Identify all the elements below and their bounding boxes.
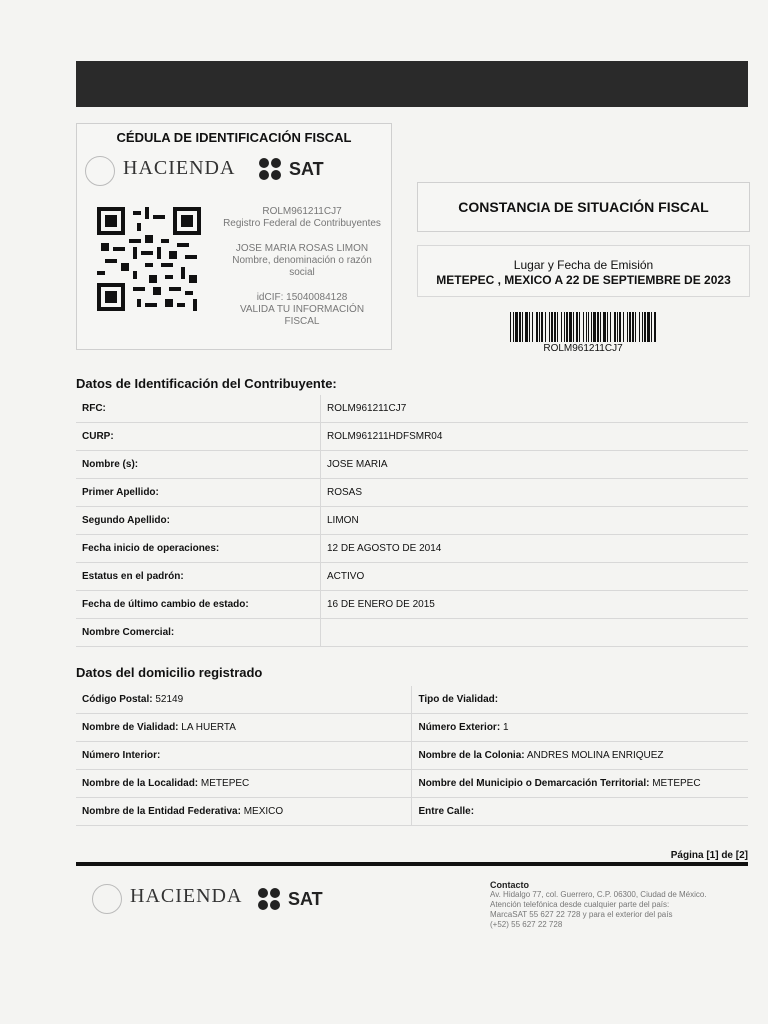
field-label: Nombre de la Entidad Federativa: — [82, 806, 241, 817]
barcode-bar — [536, 312, 538, 342]
barcode-bar — [573, 312, 574, 342]
barcode-bar — [522, 312, 523, 342]
field-value — [321, 619, 749, 647]
cedula-rfc: ROLM961211CJ7 — [262, 206, 342, 217]
field-value: ROLM961211HDFSMR04 — [321, 423, 749, 451]
top-header-bar — [76, 61, 748, 107]
contacto-title: Contacto — [490, 880, 529, 890]
constancia-box — [417, 182, 750, 232]
footer-hacienda-text: HACIENDA — [130, 885, 243, 907]
field-label: Número Exterior: — [418, 722, 501, 733]
barcode-bar — [600, 312, 601, 342]
table-row — [76, 395, 748, 423]
table-row — [76, 423, 748, 451]
field-label: Nombre (s): — [76, 451, 321, 479]
emision-box — [417, 245, 750, 297]
barcode-bar — [549, 312, 550, 342]
barcode-bar — [635, 312, 636, 342]
table-row — [76, 770, 748, 798]
field-label: CURP: — [76, 423, 321, 451]
barcode-bar — [593, 312, 596, 342]
identificacion-table — [76, 395, 748, 647]
field-value: LIMON — [321, 507, 749, 535]
field-label: Nombre de la Localidad: — [82, 778, 199, 789]
barcode-bar — [651, 312, 652, 342]
field-value: ANDRES MOLINA ENRIQUEZ — [526, 750, 664, 761]
contacto-line: Atención telefónica desde cualquier parte del país: — [490, 900, 670, 909]
table-row — [76, 479, 748, 507]
field-value: 1 — [502, 722, 509, 733]
table-row — [76, 451, 748, 479]
field-label: Código Postal: — [82, 694, 153, 705]
footer-sat-text: SAT — [288, 889, 323, 909]
barcode-bar — [564, 312, 565, 342]
barcode-bar — [566, 312, 568, 342]
address-cell — [76, 798, 412, 826]
barcode-bar — [545, 312, 546, 342]
barcode-bar — [561, 312, 562, 342]
field-label: RFC: — [76, 395, 321, 423]
address-cell — [412, 770, 748, 798]
field-label: Tipo de Vialidad: — [418, 694, 499, 705]
cedula-idcif: idCIF: 15040084128 — [256, 292, 348, 303]
barcode-bar — [586, 312, 587, 342]
address-cell — [76, 686, 412, 714]
address-cell — [76, 714, 412, 742]
footer-sat-dots-icon — [258, 888, 284, 910]
barcode-bar — [532, 312, 533, 342]
cedula-valida: VALIDA TU INFORMACIÓN — [239, 304, 365, 315]
qr-code-icon — [97, 206, 201, 312]
seal-icon — [85, 156, 115, 186]
field-value: METEPEC — [200, 778, 250, 789]
table-row — [76, 742, 748, 770]
table-row — [76, 507, 748, 535]
barcode-bar — [627, 312, 628, 342]
field-label: Estatus en el padrón: — [76, 563, 321, 591]
cedula-name: JOSE MARIA ROSAS LIMON — [235, 243, 369, 254]
field-label: Segundo Apellido: — [76, 507, 321, 535]
address-cell — [76, 770, 412, 798]
field-label: Entre Calle: — [418, 806, 475, 817]
barcode-bar — [551, 312, 553, 342]
table-row — [76, 535, 748, 563]
contacto-line: MarcaSAT 55 627 22 728 y para el exterior del país — [490, 910, 673, 919]
cedula-card — [76, 123, 392, 350]
footer-rule — [76, 862, 748, 866]
field-value: 52149 — [155, 694, 184, 705]
cedula-title: CÉDULA DE IDENTIFICACIÓN FISCAL — [116, 130, 352, 145]
address-cell — [76, 742, 412, 770]
barcode-bar — [644, 312, 646, 342]
field-label: Nombre de Vialidad: — [82, 722, 179, 733]
identificacion-title: Datos de Identificación del Contribuyente: — [76, 376, 337, 391]
table-row — [76, 591, 748, 619]
barcode-bar — [642, 312, 643, 342]
barcode-icon — [510, 312, 656, 342]
field-label: Nombre Comercial: — [76, 619, 321, 647]
field-value: METEPEC — [652, 778, 701, 789]
address-cell — [412, 742, 748, 770]
field-label: Nombre de la Colonia: — [418, 750, 525, 761]
field-label: Primer Apellido: — [76, 479, 321, 507]
barcode-bar — [554, 312, 556, 342]
sat-dots-icon — [259, 158, 285, 180]
barcode-bar — [647, 312, 650, 342]
table-row — [76, 686, 748, 714]
barcode-text: ROLM961211CJ7 — [543, 343, 623, 354]
field-label: Fecha de último cambio de estado: — [76, 591, 321, 619]
barcode-bar — [619, 312, 621, 342]
table-row — [76, 619, 748, 647]
table-row — [76, 798, 748, 826]
barcode-bar — [579, 312, 580, 342]
field-value: JOSE MARIA — [321, 451, 749, 479]
barcode-bar — [588, 312, 589, 342]
barcode-bar — [515, 312, 518, 342]
domicilio-title: Datos del domicilio registrado — [76, 665, 263, 680]
table-row — [76, 714, 748, 742]
address-cell — [412, 714, 748, 742]
barcode-bar — [654, 312, 656, 342]
barcode-bar — [541, 312, 543, 342]
field-label: Fecha inicio de operaciones: — [76, 535, 321, 563]
barcode-bar — [525, 312, 528, 342]
field-value: ROSAS — [321, 479, 749, 507]
cedula-name-caption-2: social — [289, 267, 315, 278]
barcode-bar — [623, 312, 624, 342]
barcode-bar — [513, 312, 514, 342]
address-cell — [412, 798, 748, 826]
cedula-name-caption: Nombre, denominación o razón — [232, 255, 372, 266]
hacienda-logo — [85, 156, 240, 182]
barcode-bar — [610, 312, 611, 342]
field-value: ACTIVO — [321, 563, 749, 591]
barcode-bar — [519, 312, 521, 342]
sat-logo-text: SAT — [289, 159, 324, 179]
field-value: MEXICO — [243, 806, 284, 817]
barcode-bar — [557, 312, 558, 342]
constancia-title: CONSTANCIA DE SITUACIÓN FISCAL — [458, 199, 709, 215]
barcode-bar — [510, 312, 511, 342]
contacto-line: Av. Hidalgo 77, col. Guerrero, C.P. 06300, Ciudad de México. — [490, 890, 707, 899]
barcode-bar — [597, 312, 599, 342]
barcode-bar — [591, 312, 592, 342]
field-value: 16 DE ENERO DE 2015 — [321, 591, 749, 619]
table-row — [76, 563, 748, 591]
cedula-rfc-caption: Registro Federal de Contribuyentes — [223, 218, 381, 229]
footer-seal-icon — [92, 884, 122, 914]
barcode-bar — [539, 312, 540, 342]
barcode-bar — [617, 312, 618, 342]
footer-sat-logo — [258, 886, 378, 916]
sat-logo — [259, 156, 369, 182]
barcode-bar — [583, 312, 584, 342]
domicilio-table — [76, 686, 748, 826]
barcode-bar — [607, 312, 608, 342]
hacienda-logo-text: HACIENDA — [123, 157, 236, 179]
barcode-bar — [569, 312, 572, 342]
cedula-info — [217, 206, 387, 341]
barcode-bar — [576, 312, 578, 342]
address-cell — [412, 686, 748, 714]
footer-hacienda-logo — [92, 884, 252, 914]
barcode-bar — [629, 312, 631, 342]
contacto-line: (+52) 55 627 22 728 — [490, 920, 563, 929]
field-label: Número Interior: — [82, 750, 161, 761]
barcode-bar — [639, 312, 640, 342]
emision-value: METEPEC , MEXICO A 22 DE SEPTIEMBRE DE 2023 — [436, 273, 731, 287]
page-number: Página [1] de [2] — [670, 850, 748, 861]
field-value: 12 DE AGOSTO DE 2014 — [321, 535, 749, 563]
barcode-bar — [529, 312, 530, 342]
barcode-bar — [632, 312, 634, 342]
emision-label: Lugar y Fecha de Emisión — [513, 258, 654, 272]
field-value: LA HUERTA — [181, 722, 236, 733]
contacto-block — [490, 880, 740, 930]
barcode-bar — [603, 312, 606, 342]
field-value: ROLM961211CJ7 — [321, 395, 749, 423]
field-label: Nombre del Municipio o Demarcación Territorial: — [418, 778, 650, 789]
barcode-bar — [614, 312, 616, 342]
cedula-valida-2: FISCAL — [284, 316, 320, 327]
